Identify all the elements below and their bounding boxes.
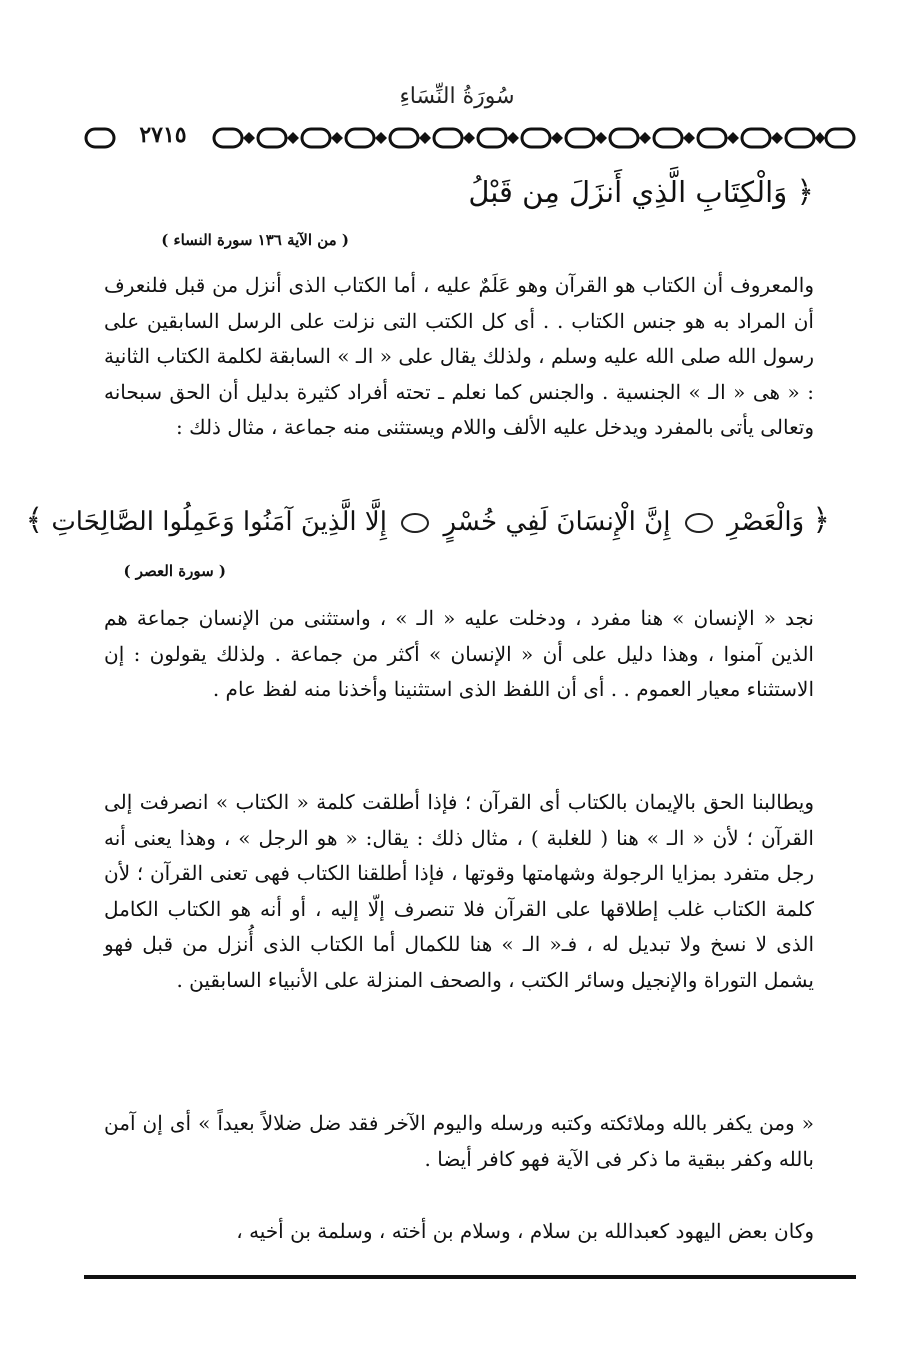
verse-part-2: إِنَّ الْإِنسَانَ لَفِي خُسْرٍ bbox=[443, 507, 671, 537]
commentary-paragraph-3: ويطالبنا الحق بالإيمان بالكتاب أى القرآن ؛ فإذا أطلقت كلمة « الكتاب » انصرفت إلى القرآن ؛ لأن « الـ » هنا ( للغلبة ) ، مثال ذلك : يقال: « هو الرجل » ، وهذا يعنى أنه رجل متفرد بمزايا الرجولة وشهامتها وقوتها ، فإذا أطلقنا الكتاب فهى تعنى القرآن ؛ لأن كلمة الكتاب غلب إطلاقها على القرآن فلا تنصرف إلّا إليه ، أو أنه هو الكتاب الكامل الذى لا نسخ ولا تبديل له ، فـ« الـ » هنا للكمال أما الكتاب الذى أُنزل من قبل فهو يشمل التوراة والإنجيل وسائر الكتب ، والصحف المنزلة على الأنبياء السابقين . bbox=[104, 790, 814, 992]
footer-rule bbox=[84, 1275, 856, 1279]
commentary-paragraph-4: « ومن يكفر بالله وملائكته وكتبه ورسله واليوم الآخر فقد ضل ضلالاً بعيداً » أى إن آمن بالله وكفر ببقية ما ذكر فى الآية فهو كافر أيضا . bbox=[104, 1111, 814, 1171]
surah-title: سُورَةُ النِّسَاءِ bbox=[399, 84, 515, 109]
ayah-end-marker-icon bbox=[401, 513, 429, 533]
quran-verse-asr bbox=[25, 493, 830, 550]
verse-open-bracket: ﴿ bbox=[796, 175, 814, 210]
verse-text: وَالْكِتَابِ الَّذِي أَنزَلَ مِن قَبْلُ bbox=[468, 175, 788, 209]
quran-verse-top bbox=[174, 166, 814, 219]
commentary-paragraph-5: وكان بعض اليهود كعبدالله بن سلام ، وسلام بن أخته ، وسلمة بن أخيه ، bbox=[236, 1219, 814, 1243]
page-number: ٢٧١٥ bbox=[118, 122, 208, 148]
verse-open-bracket: ﴿ bbox=[812, 503, 830, 538]
ayah-end-marker-icon bbox=[685, 513, 713, 533]
commentary-paragraph-1: والمعروف أن الكتاب هو القرآن وهو عَلَمٌ عليه ، أما الكتاب الذى أنزل من قبل فلنعرف أن المراد به هو جنس الكتاب . . أى كل الكتب التى نزلت على الرسل السابقين على رسول الله صلى الله عليه وسلم ، ولذلك يقال على « الـ » السابقة لكلمة الكتاب الثانية : « هى « الـ » الجنسية . والجنس كما نعلم ـ تحته أفراد كثيرة بدليل أن الحق سبحانه وتعالى يأتى بالمفرد ويدخل عليه الألف واللام ويستثنى منه جماعة ، مثال ذلك : bbox=[104, 273, 814, 439]
verse-citation-nisa: ( من الآية ١٣٦ سورة النساء ) bbox=[161, 231, 349, 249]
verse-part-3: إِلَّا الَّذِينَ آمَنُوا وَعَمِلُوا الصَّالِحَاتِ bbox=[51, 507, 387, 537]
commentary-paragraph-2: نجد « الإنسان » هنا مفرد ، ودخلت عليه « الـ » ، واستثنى من الإنسان جماعة هم الذين آمنوا ، وهذا دليل على أن « الإنسان » أكثر من جماعة . ولذلك يقولون : إن الاستثناء معيار العموم . . أى أن اللفظ الذى استثنينا وأخذنا منه لفظ عام . bbox=[104, 606, 814, 701]
verse-close-bracket: ﴾ bbox=[25, 503, 44, 538]
verse-part-1: وَالْعَصْرِ bbox=[727, 507, 805, 537]
verse-citation-asr: ( سورة العصر ) bbox=[123, 562, 226, 580]
